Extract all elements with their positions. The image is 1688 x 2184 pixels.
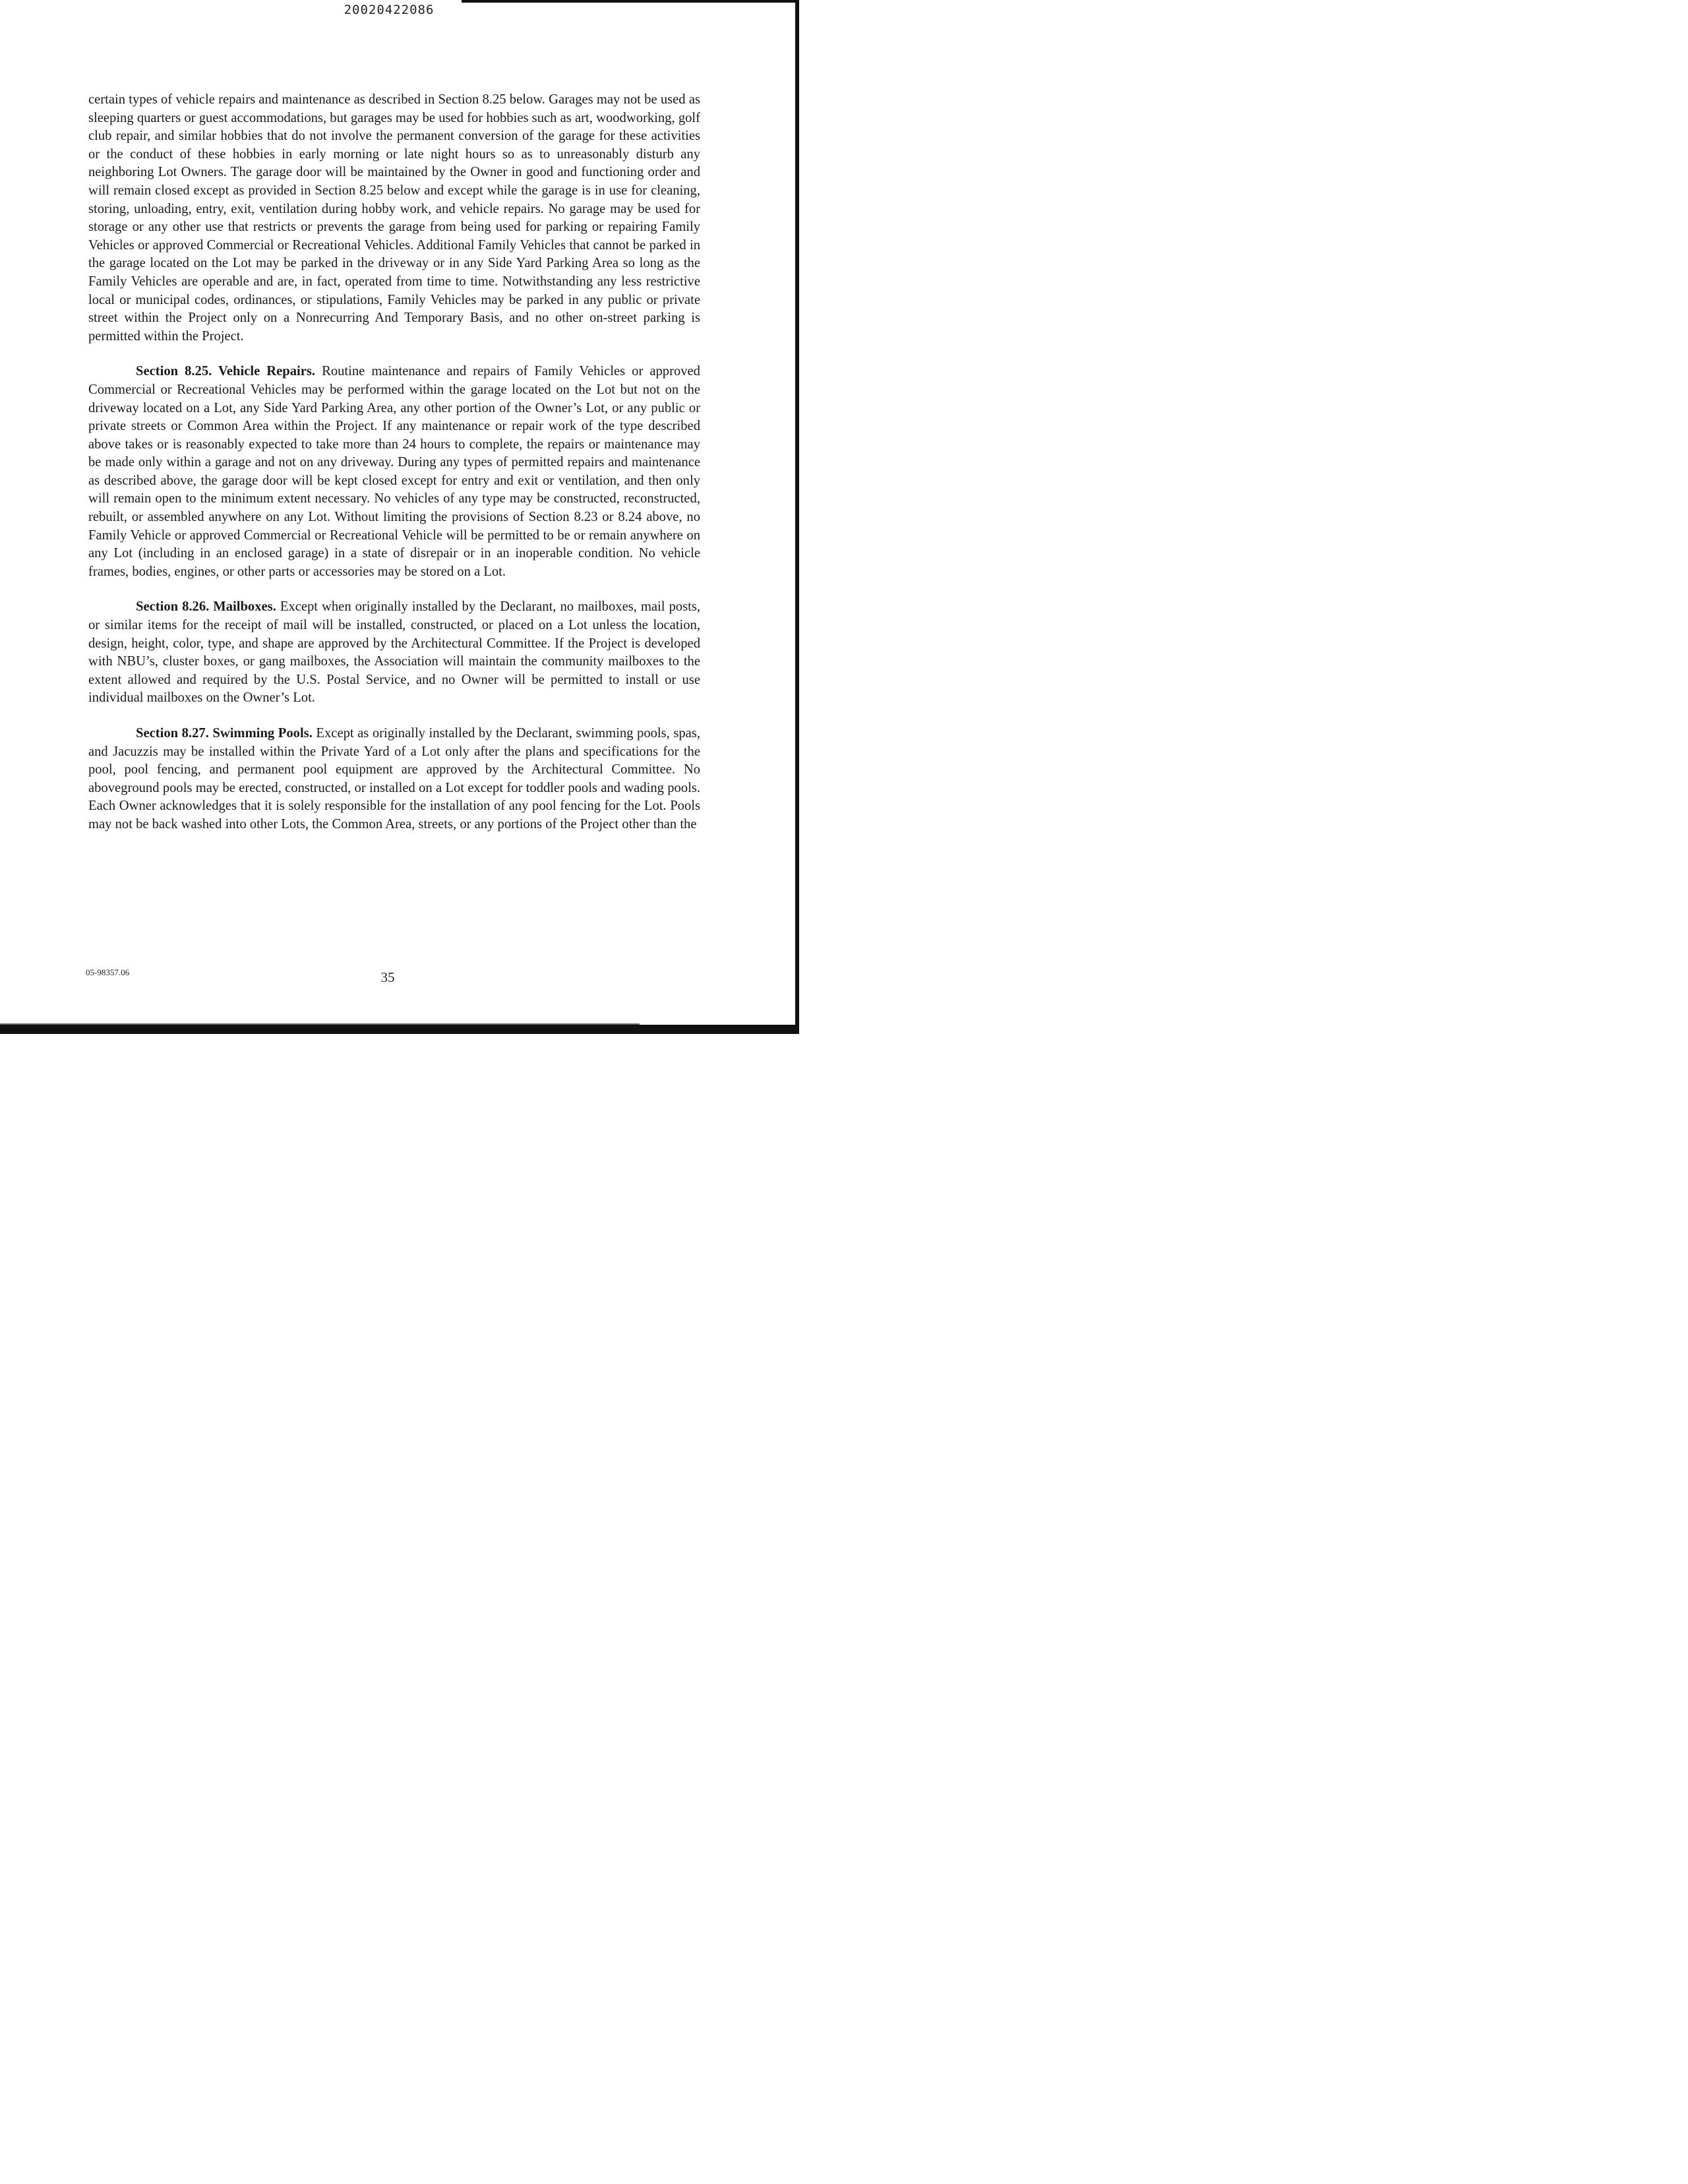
document-page	[0, 0, 799, 1034]
document-body	[88, 91, 700, 851]
section-8-26-heading: Section 8.26. Mailboxes.	[136, 599, 276, 615]
document-number: 20020422086	[344, 3, 435, 17]
footer-document-code: 05-98357.06	[86, 967, 130, 977]
scan-border-right	[795, 0, 799, 1034]
section-8-27-paragraph	[88, 725, 700, 834]
scan-border-bottom	[0, 1025, 799, 1034]
page-number: 35	[380, 969, 395, 985]
section-8-25-text: Routine maintenance and repairs of Family Vehicles or approved Commercial or Recreational Vehicles may be performed within the garage located on the Lot but not on the driveway located on a Lot, any Side Yard Parking Area, any other portion of the Owner’s Lot, or any public or private streets or Common Area within the Project. If any maintenance or repair work of the type described above takes or is reasonably expected to take more than 24 hours to complete, the repairs or maintenance may be made only within a garage and not on any driveway. During any types of permitted repairs and maintenance as described above, the garage door will be kept closed except for entry and exit or ventilation, and then only will remain open to the minimum extent necessary. No vehicles of any type may be constructed, reconstructed, rebuilt, or assembled anywhere on any Lot. Without limiting the provisions of Section 8.23 or 8.24 above, no Family Vehicle or approved Commercial or Recreational Vehicle will be permitted to be or remain anywhere on any Lot (including in an enclosed garage) in a state of disrepair or in an inoperable condition. No vehicle frames, bodies, engines, or other parts or accessories may be stored on a Lot.	[88, 364, 700, 579]
section-8-26-text: Except when originally installed by the Declarant, no mailboxes, mail posts, or similar items for the receipt of mail will be installed, constructed, or placed on a Lot unless the location, design, height, color, type, and shape are approved by the Architectural Committee. If the Project is developed with NBU’s, cluster boxes, or gang mailboxes, the Association will maintain the community mailboxes to the extent allowed and required by the U.S. Postal Service, and no Owner will be permitted to install or use individual mailboxes on the Owner’s Lot.	[88, 599, 700, 706]
section-8-27-text: Except as originally installed by the Declarant, swimming pools, spas, and Jacuzzis may be installed within the Private Yard of a Lot only after the plans and specifications for the pool, pool fencing, and permanent pool equipment are approved by the Architectural Committee. No aboveground pools may be erected, constructed, or installed on a Lot except for toddler pools and wading pools. Each Owner acknowledges that it is solely responsible for the installation of any pool fencing for the Lot. Pools may not be back washed into other Lots, the Common Area, streets, or any portions of the Project other than the	[88, 726, 700, 832]
section-8-25-heading: Section 8.25. Vehicle Repairs.	[136, 364, 316, 379]
section-8-25-paragraph	[88, 363, 700, 581]
paragraph-text: certain types of vehicle repairs and maintenance as described in Section 8.25 below. Garages may not be used as sleeping quarters or guest accommodations, but garages may be used for hobbies such as art, woodworking, golf club repair, and similar hobbies that do not involve the permanent conversion of the garage for these activities or the conduct of these hobbies in early morning or late night hours so as to unreasonably disturb any neighboring Lot Owners. The garage door will be maintained by the Owner in good and functioning order and will remain closed except as provided in Section 8.25 below and except while the garage is in use for cleaning, storing, unloading, entry, exit, ventilation during hobby work, and vehicle repairs. No garage may be used for storage or any other use that restricts or prevents the garage from being used for parking or repairing Family Vehicles or approved Commercial or Recreational Vehicles. Additional Family Vehicles that cannot be parked in the garage located on the Lot may be parked in the driveway or in any Side Yard Parking Area so long as the Family Vehicles are operable and are, in fact, operated from time to time. Notwithstanding any less restrictive local or municipal codes, ordinances, or stipulations, Family Vehicles may be parked in any public or private street within the Project only on a Nonrecurring And Temporary Basis, and no other on-street parking is permitted within the Project.	[88, 92, 700, 344]
section-8-27-heading: Section 8.27. Swimming Pools.	[136, 726, 313, 741]
paragraph-continuation	[88, 91, 700, 346]
section-8-26-paragraph	[88, 598, 700, 708]
